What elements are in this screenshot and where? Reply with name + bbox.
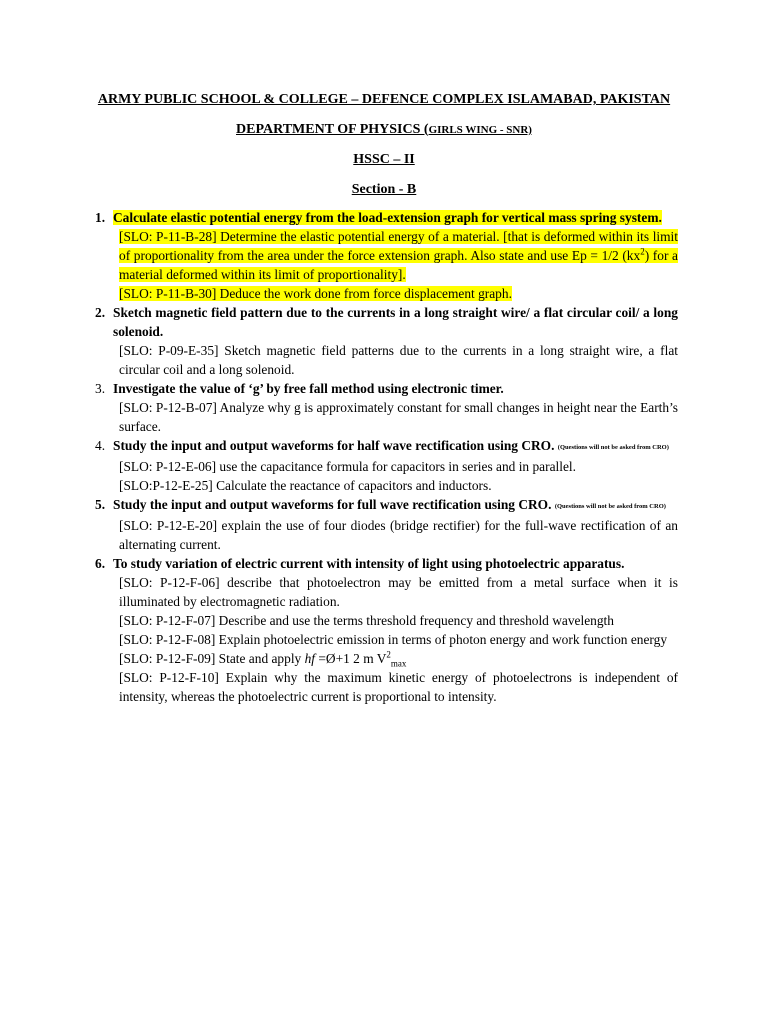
item-title: 1. Calculate elastic potential energy from the load-extension graph for vertical mass spring system. [95,210,662,225]
practical-list [95,208,678,706]
slo-entry: [SLO: P-09-E-35] Sketch magnetic field patterns due to the currents in a long straight wire, a flat circular coil and a long solenoid. [119,343,678,377]
section-heading: Section - B [351,182,417,197]
item-note: (Questions will not be asked from CRO) [557,444,669,451]
school-heading: ARMY PUBLIC SCHOOL & COLLEGE – DEFENCE COMPLEX ISLAMABAD, PAKISTAN [97,92,671,107]
list-item [95,208,678,303]
class-heading: HSSC – II [353,152,415,167]
item-title: 3. Investigate the value of ‘g’ by free fall method using electronic timer. [95,381,504,396]
item-number: 1. [95,210,106,225]
wing-label: GIRLS WING - SNR) [428,124,532,136]
item-number: 6. [95,556,106,571]
item-note: (Questions will not be asked from CRO) [554,503,666,510]
slo-entry: [SLO: P-11-B-30] Deduce the work done from force displacement graph. [119,286,512,301]
slo-entry: [SLO: P-12-B-07] Analyze why g is approximately constant for small changes in height near the Earth’s surface. [119,400,678,434]
list-item [95,379,678,436]
slo-entry: [SLO: P-11-B-28] Determine the elastic potential energy of a material. [that is deformed within its limit of proportionality from the area under the force extension graph. Also state and use Ep = 1/2 $(kx^2)$ for a material deformed within its limit of proportionality]. [119,229,678,282]
item-number: 5. [95,497,106,512]
slo-entry: [SLO: P-12-F-09] State and apply hf =Ø+1 2 m $V^2_{max}$ [119,649,407,669]
item-title: 2. Sketch magnetic field pattern due to the currents in a long straight wire/ a flat circular coil/ a long solenoid. [95,305,678,339]
slo-entry: [SLO: P-12-F-06] describe that photoelectron may be emitted from a metal surface when it is illuminated by electromagnetic radiation. [119,575,678,609]
slo-entry: [SLO: P-12-F-08] Explain photoelectric emission in terms of photon energy and work function energy [119,632,668,647]
item-number: 3. [95,381,106,396]
department-heading [0,122,768,138]
formula-rest: =Ø+1 2 m V [315,651,387,666]
list-item [95,303,678,379]
slo-entry: [SLO: P-12-F-10] Explain why the maximum kinetic energy of photoelectrons is independent of intensity, whereas the photoelectric current is proportional to intensity. [119,670,678,704]
department-label: DEPARTMENT OF PHYSICS ( [236,122,429,137]
list-item [95,554,678,706]
item-number: 4. [95,438,106,453]
item-number: 2. [95,305,106,320]
list-item [95,495,678,554]
list-item [95,436,678,495]
slo-entry: [SLO: P-12-F-07] Describe and use the terms threshold frequency and threshold wavelength [119,613,614,628]
slo-entry: [SLO:P-12-E-25] Calculate the reactance of capacitors and inductors. [119,478,492,493]
item-title: 6. To study variation of electric current with intensity of light using photoelectric apparatus. [95,556,625,571]
slo-entry: [SLO: P-12-E-20] explain the use of four diodes (bridge rectifier) for the full-wave rectification of an alternating current. [119,518,678,552]
formula-hf: hf [304,651,316,666]
item-title: 4. Study the input and output waveforms for half wave rectification using CRO. (Questions will not be asked from CRO) [95,438,669,453]
slo-entry: [SLO: P-12-E-06] use the capacitance formula for capacitors in series and in parallel. [119,459,576,474]
item-title: 5. Study the input and output waveforms for full wave rectification using CRO. (Questions will not be asked from CRO) [95,497,666,512]
